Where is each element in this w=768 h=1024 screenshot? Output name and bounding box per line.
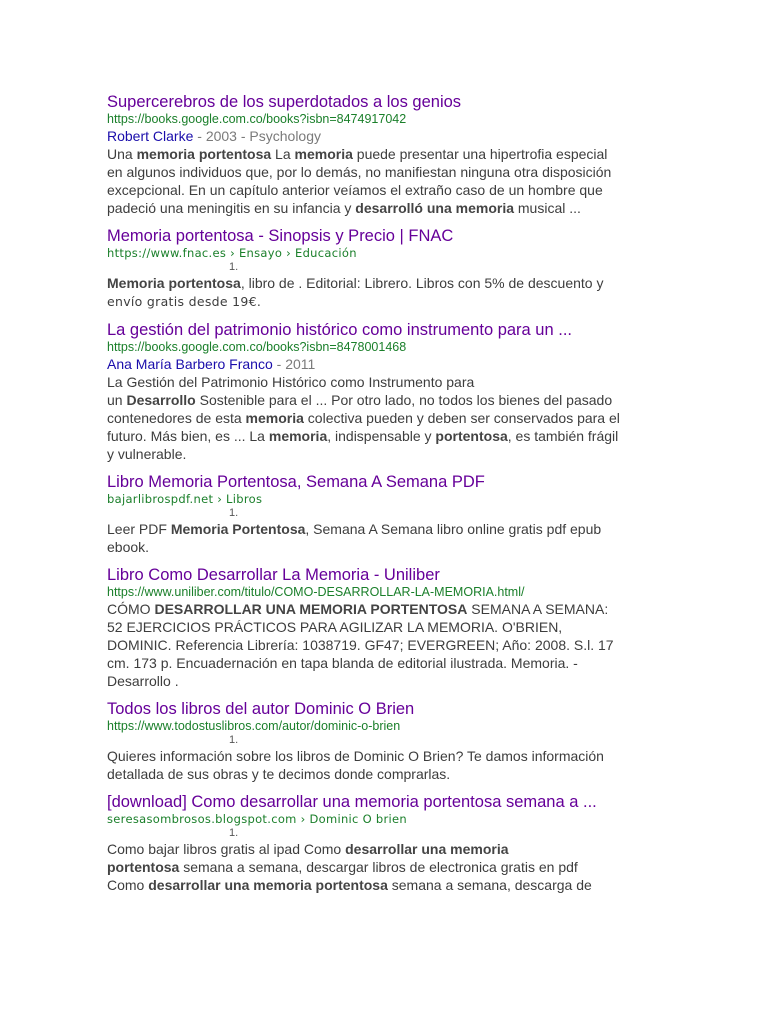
- snippet-line: [107, 427, 667, 445]
- snippet-text: DOMINIC. Referencia Librería: 1038719. GF47; EVERGREEN; Año: 2008. S.l. 17: [107, 637, 614, 653]
- snippet-text: SEMANA A SEMANA:: [467, 601, 609, 617]
- results-list: [107, 92, 667, 903]
- result-title-link[interactable]: [download] Como desarrollar una memoria portentosa semana a ...: [107, 793, 597, 811]
- snippet-text: Desarrollo .: [107, 673, 179, 689]
- result-meta-details: - 2011: [272, 356, 316, 372]
- snippet-line: [107, 636, 667, 654]
- result-snippet: [107, 145, 667, 217]
- result-meta-details: - 2003 - Psychology: [193, 128, 321, 144]
- result-snippet: [107, 373, 667, 463]
- snippet-highlight: memoria portentosa: [136, 146, 272, 162]
- result-title-link[interactable]: La gestión del patrimonio histórico como instrumento para un ...: [107, 321, 572, 339]
- snippet-text: futuro. Más bien, es ... La: [107, 428, 269, 444]
- result-list-number: 1.: [229, 261, 239, 273]
- snippet-text: en algunos individuos que, por lo demás, no manifiestan ninguna otra disposición: [107, 164, 612, 180]
- snippet-line: [107, 391, 667, 409]
- snippet-line: [107, 181, 667, 199]
- snippet-text: puede presentar una hipertrofia especial: [352, 146, 608, 162]
- snippet-highlight: portentosa: [107, 859, 180, 875]
- snippet-text: , indispensable y: [327, 428, 436, 444]
- snippet-highlight: desarrolló una memoria: [355, 200, 514, 216]
- result-meta: [107, 355, 667, 373]
- snippet-line: [107, 654, 667, 672]
- snippet-line: [107, 747, 667, 765]
- snippet-line: [107, 876, 667, 894]
- result-list-number: 1.: [229, 827, 239, 839]
- snippet-line: [107, 373, 667, 391]
- snippet-text: , Semana A Semana libro online gratis pdf epub: [305, 521, 602, 537]
- result-snippet: [107, 600, 667, 690]
- result-url: bajarlibrospdf.net › Libros: [107, 492, 263, 506]
- snippet-highlight: desarrollar una memoria: [345, 841, 509, 857]
- snippet-text: excepcional. En un capítulo anterior veíamos el extraño caso de un hombre que: [107, 182, 603, 198]
- snippet-highlight: desarrollar una memoria portentosa: [148, 877, 388, 893]
- snippet-highlight: DESARROLLAR UNA MEMORIA PORTENTOSA: [154, 601, 468, 617]
- snippet-line: [107, 600, 667, 618]
- result-author-link[interactable]: Ana María Barbero Franco: [107, 356, 273, 372]
- result-list-number: 1.: [229, 734, 239, 746]
- search-result: [107, 320, 667, 463]
- snippet-line: [107, 765, 667, 783]
- snippet-line: [107, 538, 667, 556]
- result-snippet: [107, 274, 667, 311]
- result-meta: [107, 127, 667, 145]
- snippet-line: [107, 858, 667, 876]
- result-author-link[interactable]: Robert Clarke: [107, 128, 194, 144]
- snippet-text: , libro de . Editorial: Librero. Libros con 5% de descuento y: [240, 275, 604, 291]
- snippet-text: semana a semana, descargar libros de electronica gratis en pdf: [179, 859, 578, 875]
- snippet-text: ebook.: [107, 539, 150, 555]
- snippet-text: semana a semana, descarga de: [387, 877, 592, 893]
- search-result: [107, 699, 667, 783]
- snippet-text: padeció una meningitis en su infancia y: [107, 200, 356, 216]
- snippet-text: un: [107, 392, 127, 408]
- search-result: [107, 792, 667, 894]
- snippet-text: CÓMO: [107, 601, 155, 617]
- snippet-text: y vulnerable.: [107, 446, 187, 462]
- snippet-text: colectiva pueden y deben ser conservados para el: [303, 410, 620, 426]
- snippet-text: envío gratis desde 19€.: [107, 294, 262, 309]
- snippet-line: [107, 274, 667, 292]
- search-result: [107, 565, 667, 690]
- result-list-number: 1.: [229, 507, 239, 519]
- snippet-highlight: Memoria Portentosa: [170, 521, 306, 537]
- snippet-text: Como bajar libros gratis al ipad Como: [107, 841, 346, 857]
- search-result: [107, 226, 667, 311]
- snippet-line: [107, 840, 667, 858]
- result-snippet: [107, 747, 667, 783]
- snippet-text: La: [271, 146, 295, 162]
- result-title-link[interactable]: Libro Como Desarrollar La Memoria - Uniliber: [107, 566, 440, 584]
- result-url: https://books.google.com.co/books?isbn=8478001468: [107, 340, 407, 354]
- result-title-link[interactable]: Memoria portentosa - Sinopsis y Precio | FNAC: [107, 227, 454, 245]
- snippet-text: La Gestión del Patrimonio Histórico como Instrumento para: [107, 374, 475, 390]
- snippet-text: Leer PDF: [107, 521, 171, 537]
- snippet-line: [107, 520, 667, 538]
- snippet-line: [107, 292, 667, 311]
- result-snippet: [107, 520, 667, 556]
- result-url: https://www.todostuslibros.com/autor/dominic-o-brien: [107, 719, 401, 733]
- result-url: https://www.uniliber.com/titulo/COMO-DESARROLLAR-LA-MEMORIA.html/: [107, 585, 525, 599]
- snippet-text: Quieres información sobre los libros de Dominic O Brien? Te damos información: [107, 748, 604, 764]
- snippet-text: musical ...: [514, 200, 581, 216]
- result-url: seresasombrosos.blogspot.com › Dominic O brien: [107, 812, 408, 826]
- snippet-line: [107, 618, 667, 636]
- snippet-text: contenedores de esta: [107, 410, 246, 426]
- snippet-highlight: Memoria portentosa: [107, 275, 241, 291]
- result-snippet: [107, 840, 667, 894]
- search-result: [107, 472, 667, 556]
- result-url: https://books.google.com.co/books?isbn=8474917042: [107, 112, 407, 126]
- snippet-line: [107, 445, 667, 463]
- snippet-line: [107, 672, 667, 690]
- snippet-text: cm. 173 p. Encuadernación en tapa blanda de editorial ilustrada. Memoria. -: [107, 655, 578, 671]
- snippet-text: , es también frágil: [507, 428, 619, 444]
- snippet-highlight: portentosa: [435, 428, 508, 444]
- snippet-text: Sostenible para el ... Por otro lado, no todos los bienes del pasado: [195, 392, 613, 408]
- result-title-link[interactable]: Supercerebros de los superdotados a los genios: [107, 93, 462, 111]
- snippet-line: [107, 163, 667, 181]
- snippet-text: 52 EJERCICIOS PRÁCTICOS PARA AGILIZAR LA MEMORIA. O'BRIEN,: [107, 619, 563, 635]
- result-title-link[interactable]: Todos los libros del autor Dominic O Brien: [107, 700, 415, 718]
- search-result: [107, 92, 667, 217]
- result-title-link[interactable]: Libro Memoria Portentosa, Semana A Semana PDF: [107, 473, 485, 491]
- snippet-line: [107, 145, 667, 163]
- snippet-line: [107, 409, 667, 427]
- snippet-highlight: Desarrollo: [126, 392, 196, 408]
- snippet-text: detallada de sus obras y te decimos donde comprarlas.: [107, 766, 451, 782]
- snippet-text: Una: [107, 146, 137, 162]
- result-url: https://www.fnac.es › Ensayo › Educación: [107, 246, 357, 260]
- snippet-text: Como: [107, 877, 149, 893]
- snippet-highlight: memoria: [268, 428, 328, 444]
- snippet-line: [107, 199, 667, 217]
- snippet-highlight: memoria: [294, 146, 353, 162]
- snippet-highlight: memoria: [245, 410, 304, 426]
